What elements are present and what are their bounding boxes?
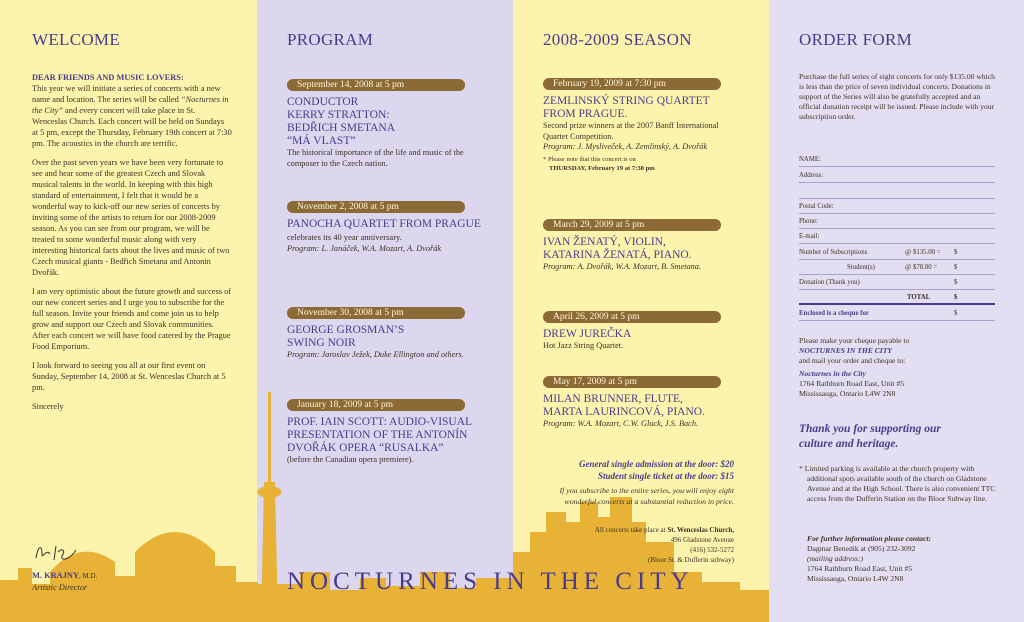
contact-block xyxy=(799,534,1009,584)
venue-name: St. Wenceslas Church, xyxy=(667,526,734,534)
signer-block xyxy=(32,570,97,593)
cheque-line2: and mail your order and cheque to: xyxy=(799,356,906,365)
mail-city: Mississauga, Ontario L4W 2N8 xyxy=(799,389,896,398)
dollar-sign: $ xyxy=(954,310,958,317)
donation-label: Donation (Thank you) xyxy=(799,279,860,286)
venue-info xyxy=(595,525,734,565)
signer-title: Artistic Director xyxy=(32,583,88,592)
dollar-sign: $ xyxy=(954,294,958,301)
admission-prices xyxy=(579,458,734,482)
enclosed-label: Enclosed is a cheque for xyxy=(799,310,869,317)
series-title: NOCTURNES IN THE CITY xyxy=(287,568,694,595)
cheque-payee: NOCTURNES IN THE CITY xyxy=(799,346,893,355)
contact-head: For further information please contact: xyxy=(807,534,932,543)
event-description: Hot Jazz String Quartet. xyxy=(543,341,624,350)
event-description: The historical importance of the life and music of the composer to the Czech nation. xyxy=(287,148,464,168)
total-field[interactable] xyxy=(799,290,995,305)
event-title: IVAN ŽENATÝ, VIOLIN, KATARINA ŽENATÁ, PIANO. xyxy=(543,236,692,261)
phone-label: Phone: xyxy=(799,218,818,225)
event-date: May 17, 2009 at 5 pm xyxy=(543,376,721,388)
name-field[interactable] xyxy=(799,152,995,167)
subscribe-note: If you subscribe to the entire series, you will enjoy eight wonderful concerts at a substantial reduction in price. xyxy=(559,486,734,506)
event-title: CONDUCTOR KERRY STRATTON: BEDŘICH SMETANA “MÁ VLAST” xyxy=(287,96,396,147)
event-subtitle: celebrates its 40 year anniversary. xyxy=(287,232,402,242)
thank-you-message: Thank you for supporting our culture and heritage. xyxy=(799,423,941,450)
event-date: November 2, 2008 at 5 pm xyxy=(287,201,465,213)
welcome-para4: I look forward to seeing you all at our first event on Sunday, September 14, 2008 at St. Wenceslas Church at 5 pm. xyxy=(32,361,226,392)
contact-city: Mississauga, Ontario L4W 2N8 xyxy=(807,574,904,583)
season-title: 2008-2009 SEASON xyxy=(543,30,692,49)
season-event-3 xyxy=(543,306,743,352)
welcome-para1-start: This year we will initiate a series of concerts with a new name and location. The series will be called xyxy=(32,84,221,104)
address-field-2[interactable] xyxy=(799,184,995,199)
event-date: March 29, 2009 at 5 pm xyxy=(543,219,721,231)
email-label: E-mail: xyxy=(799,233,820,240)
admission-student: Student single ticket at the door: $15 xyxy=(597,471,734,481)
event-date: September 14, 2008 at 5 pm xyxy=(287,79,465,91)
event-title: PROF. IAIN SCOTT: AUDIO-VISUAL PRESENTATION OF THE ANTONÍN DVOŘÁK OPERA “RUSALKA” xyxy=(287,416,472,454)
order-intro: Purchase the full series of eight concerts for only $135.00 which is less than the price of seven individual concerts. Donations in support of the Series will also be gratefully accepted and an official donation receipt will be issued. Please include with your subscription order. xyxy=(799,72,995,121)
event-note: * Please note that this concert is on xyxy=(543,155,636,163)
event-title: DREW JUREČKA xyxy=(543,328,632,340)
event-date: February 19, 2009 at 7:30 pm xyxy=(543,78,721,90)
signer-suffix: , M.D. xyxy=(79,572,98,580)
event-title: GEORGE GROSMAN’S SWING NOIR xyxy=(287,324,405,349)
event-description: (before the Canadian opera premiere). xyxy=(287,455,414,464)
event-program: Program: W.A. Mozart, C.W. Gluck, J.S. Bach. xyxy=(543,419,699,428)
signature xyxy=(32,540,80,564)
mail-street: 1764 Rathburn Road East, Unit #5 xyxy=(799,379,905,388)
address-label: Address: xyxy=(799,172,824,179)
event-program: Program: Jaroslav Ježek, Duke Ellington and others. xyxy=(287,350,464,359)
dollar-sign: $ xyxy=(954,264,958,271)
season-event-4 xyxy=(543,371,743,430)
event-program: Program: J. Mysliveček, A. Zemlinský, A. Dvořák xyxy=(543,142,708,151)
enclosed-field[interactable] xyxy=(799,306,995,321)
welcome-para3: I am very optimistic about the future growth and success of our new concert series and I urge you to subscribe for the full season. Invite your friends and come join us to help grow and support our Czech and Slovak communities. After each concert we will have food catered by the Prague Food Emporium. xyxy=(32,287,232,351)
event-program: Program: L. Janáček, W.A. Mozart, A. Dvořák xyxy=(287,244,442,253)
student-label: Student(s) xyxy=(847,264,875,271)
contact-name: Dagmar Benedik at (905) 232-3092 xyxy=(807,544,916,553)
welcome-para1-end: and every concert will take place in St. Wenceslas Church. Each concert will be held on Sundays at 5 pm, except the Thursday, February 19th concert at 7:30 pm. The acoustics in the church are terrific. xyxy=(32,106,232,148)
mail-name: Nocturnes in the City xyxy=(799,369,866,378)
subs-price: @ $135.00 = xyxy=(905,249,941,256)
program-event-4 xyxy=(287,394,472,466)
total-label: TOTAL xyxy=(907,294,931,301)
event-description: Second prize winners at the 2007 Banff International Quartet Competition. xyxy=(543,121,719,141)
program-event-3 xyxy=(287,302,487,361)
event-date: November 30, 2008 at 5 pm xyxy=(287,307,465,319)
admission-general: General single admission at the door: $20 xyxy=(578,459,734,469)
contact-mail-label: (mailing address:) xyxy=(807,554,864,563)
season-event-2 xyxy=(543,214,743,273)
postal-code-field[interactable] xyxy=(799,199,995,214)
signer-name: M. KRAJNY xyxy=(32,571,79,580)
cheque-line1: Please make your cheque payable to xyxy=(799,336,910,345)
program-title: PROGRAM xyxy=(287,30,374,49)
venue-address: 496 Gladstone Avenue xyxy=(670,536,734,544)
closing: Sincerely xyxy=(32,402,64,411)
subs-label: Number of Subscriptions xyxy=(799,249,868,256)
welcome-letter xyxy=(32,72,232,420)
venue-phone: (416) 532-5272 xyxy=(690,546,734,554)
email-field[interactable] xyxy=(799,229,995,244)
phone-field[interactable] xyxy=(799,214,995,229)
event-program: Program: A. Dvořák, W.A. Mozart, B. Smetana. xyxy=(543,262,702,271)
welcome-para2: Over the past seven years we have been very fortunate to see and hear some of the greatest Czech and Slovak musical talents in the world. In keeping with this high standard of entertainment, I felt that it would be a wonderful way to kick-off our new series of concerts by inviting some of the artists to return for our 2008-2009 season. As you can see from our program, we will be treated to some wonderful music along with very interesting historical facts about the lives and music of two Czech musical giants - Bedřich Smetana and Antonin Dvořák. xyxy=(32,158,230,277)
name-label: NAME: xyxy=(799,156,821,163)
welcome-title: WELCOME xyxy=(32,30,121,49)
event-title: PANOCHA QUARTET FROM PRAGUE xyxy=(287,218,481,230)
venue-prefix: All concerts take place at xyxy=(594,526,668,534)
event-title: ZEMLINSKÝ STRING QUARTET FROM PRAGUE. xyxy=(543,95,710,120)
salutation: DEAR FRIENDS AND MUSIC LOVERS: xyxy=(32,73,184,82)
subscriptions-field[interactable] xyxy=(799,245,995,260)
donation-field[interactable] xyxy=(799,275,995,290)
event-date: April 26, 2009 at 5 pm xyxy=(543,311,721,323)
address-field[interactable] xyxy=(799,168,995,183)
program-event-1 xyxy=(287,74,487,169)
order-title: ORDER FORM xyxy=(799,30,913,49)
season-event-1 xyxy=(543,73,743,173)
event-title: MILAN BRUNNER, FLUTE, MARTA LAURINCOVÁ, PIANO. xyxy=(543,393,705,418)
contact-street: 1764 Rathburn Road East, Unit #5 xyxy=(807,564,913,573)
event-date: January 18, 2009 at 5 pm xyxy=(287,399,465,411)
postal-label: Postal Code: xyxy=(799,203,834,210)
dollar-sign: $ xyxy=(954,279,958,286)
cheque-instructions xyxy=(799,336,1009,399)
parking-note: * Limited parking is available at the church property with additional spots available south of the church on Gladstone Avenue and at the High School. There is also convenient TTC access from the Dufferin Station on the Bloor Subway line. xyxy=(799,464,996,503)
dollar-sign: $ xyxy=(954,249,958,256)
student-field[interactable] xyxy=(799,260,995,275)
program-event-2 xyxy=(287,196,487,255)
event-note-date: THURSDAY, February 19 at 7:30 pm xyxy=(549,164,655,172)
venue-cross-streets: (Bloor St. & Dufferin subway) xyxy=(648,556,734,564)
student-price: @ $78.00 = xyxy=(905,264,938,271)
welcome-para1-italic: “Nocturnes in the City” xyxy=(32,95,229,115)
